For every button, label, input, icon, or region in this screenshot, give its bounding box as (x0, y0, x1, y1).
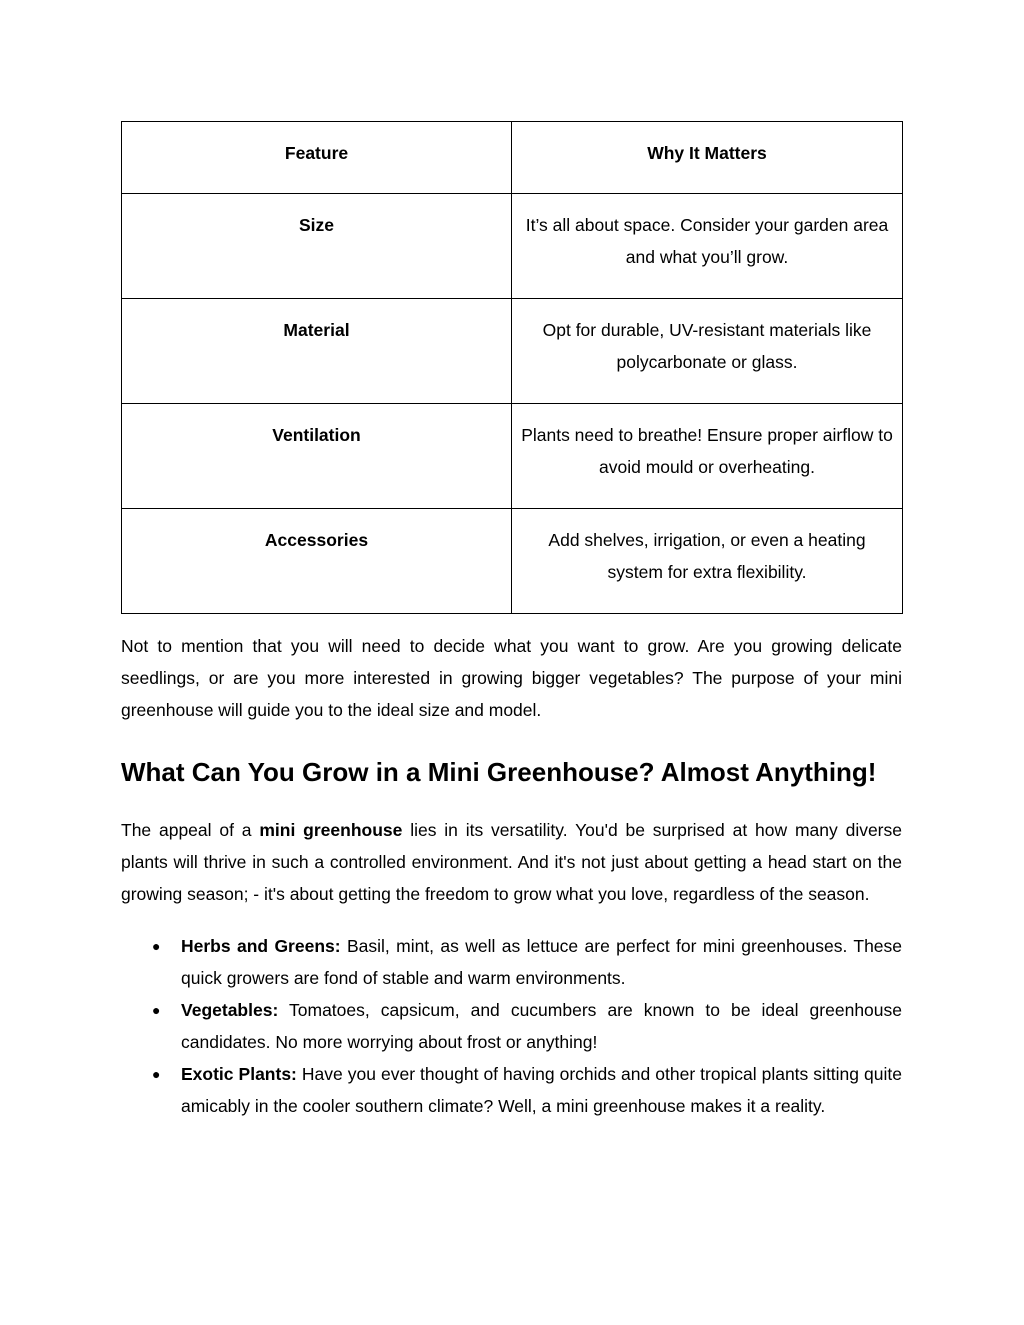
list-item-text: Have you ever thought of having orchids and other tropical plants sitting quite amicably in the cooler southern climate? Well, a mini greenhouse makes it a reality. (181, 1064, 902, 1116)
feature-cell: Material (122, 299, 512, 404)
bullet-icon: ● (152, 938, 161, 954)
bullet-icon: ● (152, 1002, 161, 1018)
list-item-title: Exotic Plants: (181, 1064, 297, 1084)
why-cell: Add shelves, irrigation, or even a heating system for extra flexibility. (512, 509, 903, 614)
table-row (122, 299, 903, 404)
plants-list (121, 930, 902, 1122)
table-header-why: Why It Matters (512, 122, 903, 194)
intro-paragraph: Not to mention that you will need to decide what you want to grow. Are you growing delicate seedlings, or are you more interested in growing bigger vegetables? The purpose of your mini greenhouse will guide you to the ideal size and model. (121, 636, 902, 720)
list-item-text: Basil, mint, as well as lettuce are perfect for mini greenhouses. These quick growers are fond of stable and warm environments. (181, 936, 903, 988)
list-item (121, 1058, 902, 1122)
why-cell: It’s all about space. Consider your garden area and what you’ll grow. (512, 194, 903, 299)
bullet-icon: ● (152, 1066, 161, 1082)
features-table (121, 121, 903, 614)
section-heading: What Can You Grow in a Mini Greenhouse? Almost Anything! (121, 757, 877, 787)
list-item-text: Tomatoes, capsicum, and cucumbers are known to be ideal greenhouse candidates. No more worrying about frost or anything! (181, 1000, 902, 1052)
table-row (122, 194, 903, 299)
feature-cell: Size (122, 194, 512, 299)
appeal-paragraph (121, 814, 902, 910)
appeal-text-before: The appeal of a (121, 820, 260, 840)
appeal-text-after: lies in its versatility. You'd be surprised at how many diverse plants will thrive in such a controlled environment. And it's not just about getting a head start on the growing season; - it's about getting the freedom to grow what you love, regardless of the season. (121, 820, 902, 904)
list-item-title: Herbs and Greens: (181, 936, 341, 956)
table-header-row (122, 122, 903, 194)
why-cell: Plants need to breathe! Ensure proper airflow to avoid mould or overheating. (512, 404, 903, 509)
why-cell: Opt for durable, UV-resistant materials like polycarbonate or glass. (512, 299, 903, 404)
table-row (122, 509, 903, 614)
list-item (121, 994, 902, 1058)
document-page (121, 121, 902, 1122)
appeal-bold-term: mini greenhouse (259, 820, 403, 840)
list-item-title: Vegetables: (181, 1000, 279, 1020)
table-header-feature: Feature (122, 122, 512, 194)
list-item (121, 930, 902, 994)
feature-cell: Ventilation (122, 404, 512, 509)
feature-cell: Accessories (122, 509, 512, 614)
table-row (122, 404, 903, 509)
